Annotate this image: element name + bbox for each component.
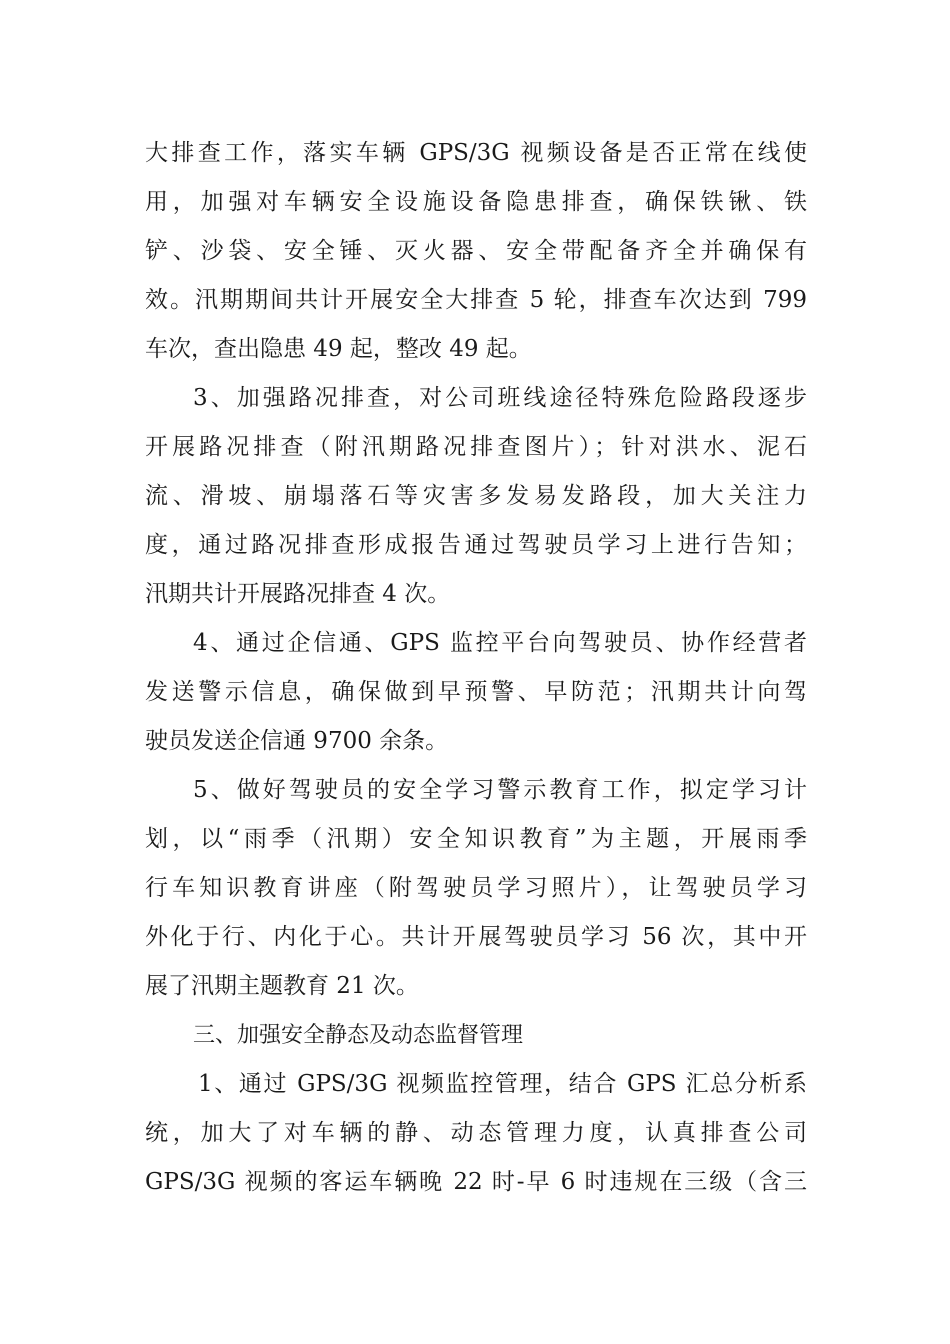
text-line: 4、通过企信通、GPS 监控平台向驾驶员、协作经营者 [193,630,807,656]
section-heading: 三、加强安全静态及动态监督管理 [193,1023,524,1048]
text-line: 车次，查出隐患 49 起，整改 49 起。 [145,336,532,362]
text-line: 发送警示信息，确保做到早预警、早防范；汛期共计向驾 [145,679,807,705]
text-line: 驶员发送企信通 9700 余条。 [145,728,449,754]
text-line: 大排查工作，落实车辆 GPS/3G 视频设备是否正常在线使 [145,140,807,166]
text-line: 铲、沙袋、安全锤、灭火器、安全带配备齐全并确保有 [145,238,807,264]
text-line: 开展路况排查（附汛期路况排查图片）；针对洪水、泥石 [145,434,807,460]
text-line: 效。汛期期间共计开展安全大排查 5 轮，排查车次达到 799 [145,287,807,313]
text-line: 3、加强路况排查，对公司班线途径特殊危险路段逐步 [193,385,807,411]
text-line: 流、滑坡、崩塌落石等灾害多发易发路段，加大关注力 [145,483,807,509]
text-line: 外化于行、内化于心。共计开展驾驶员学习 56 次，其中开 [145,924,807,950]
text-line: 划，以“雨季（汛期）安全知识教育”为主题，开展雨季 [145,826,807,852]
text-line: GPS/3G 视频的客运车辆晚 22 时-早 6 时违规在三级（含三 [145,1169,807,1195]
text-line: 用，加强对车辆安全设施设备隐患排查，确保铁锹、铁 [145,189,807,215]
text-line: 5、做好驾驶员的安全学习警示教育工作，拟定学习计 [193,777,807,803]
text-line: 1、通过 GPS/3G 视频监控管理，结合 GPS 汇总分析系 [198,1071,807,1097]
text-line: 行车知识教育讲座（附驾驶员学习照片），让驾驶员学习 [145,875,807,901]
document-body [145,129,807,1207]
text-line: 度，通过路况排查形成报告通过驾驶员学习上进行告知； [145,532,807,558]
text-line: 统，加大了对车辆的静、动态管理力度，认真排查公司 [145,1120,807,1146]
text-line: 汛期共计开展路况排查 4 次。 [145,581,451,607]
text-line: 展了汛期主题教育 21 次。 [145,973,419,999]
